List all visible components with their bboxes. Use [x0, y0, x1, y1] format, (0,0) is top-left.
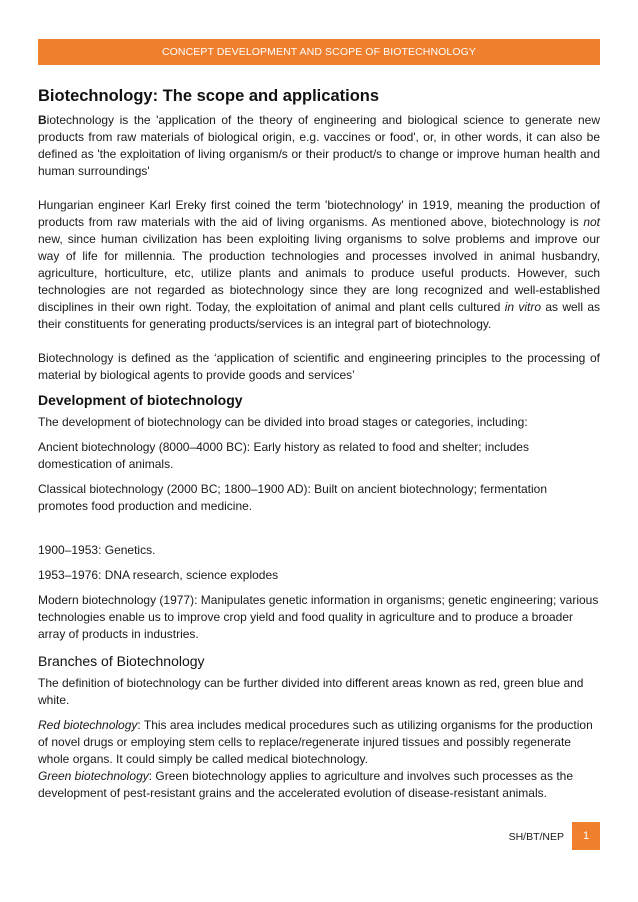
development-genetics: 1900–1953: Genetics. [38, 543, 156, 557]
branch-green-text: : Green biotechnology applies to agriculture and involves such processes as the development of pest-resistant grains and the accelerated evolution of disease-resistant animals. [38, 769, 573, 800]
branch-red [38, 717, 600, 768]
development-intro: The development of biotechnology can be divided into broad stages or categories, including: [38, 415, 528, 429]
branch-green-label: Green biotechnology [38, 769, 149, 783]
development-classical: Classical biotechnology (2000 BC; 1800–1900 AD): Built on ancient biotechnology; fermentation promotes food production and medicine. [38, 482, 547, 513]
history-part2: new, since human civilization has been exploiting living organisms to solve problems and improve our way of life for millennia. The production technologies and processes involved in animal husbandry, agriculture, horticulture, etc, utilize plants and animals to produce useful products. However, such technologies are not regarded as biotechnology since they are long recognized and well-established disciplines in their own right. Today, the exploitation of animal and plant cells cultured [38, 232, 600, 314]
branches-intro: The definition of biotechnology can be further divided into different areas known as red, green blue and white. [38, 676, 584, 707]
history-emphasis-not: not [583, 215, 600, 229]
definition-paragraph: Biotechnology is defined as the ‘application of scientific and engineering principles to the processing of material by biological agents to provide goods and services’ [38, 351, 600, 382]
drop-letter: B [38, 113, 47, 127]
development-heading: Development of biotechnology [38, 392, 243, 408]
intro-text: iotechnology is the 'application of the theory of engineering and biological science to generate new products from raw materials of biological origin, e.g. vaccines or food', or, in other words, it can also be defined as 'the exploitation of living organism/s or their product/s to change or improve human health and human surroundings' [38, 113, 600, 178]
document-body [38, 78, 600, 802]
page-title: Biotechnology: The scope and applications [38, 87, 380, 105]
history-part3: as well as their constituents for generating products/services is an integral part of biotechnology. [38, 300, 600, 331]
branches-heading: Branches of Biotechnology [38, 653, 205, 669]
development-modern: Modern biotechnology (1977): Manipulates genetic information in organisms; genetic engineering; various technologies enable us to improve crop yield and food quality in agriculture and to produce a broader array of products in industries. [38, 593, 599, 641]
intro-paragraph [38, 112, 600, 180]
footer-document-code: SH/BT/NEP [508, 831, 564, 843]
header-banner [38, 39, 600, 65]
development-dna: 1953–1976: DNA research, science explodes [38, 568, 279, 582]
development-ancient: Ancient biotechnology (8000–4000 BC): Early history as related to food and shelter; includes domestication of animals. [38, 440, 529, 471]
branch-red-label: Red biotechnology [38, 718, 138, 732]
branch-red-text: : This area includes medical procedures such as utilizing organisms for the production of novel drugs or employing stem cells to replace/regenerate injured tissues and possibly regenerate whole organs. It could simply be called medical biotechnology. [38, 718, 593, 766]
history-emphasis-in-vitro: in vitro [504, 300, 542, 314]
header-banner-text: CONCEPT DEVELOPMENT AND SCOPE OF BIOTECHNOLOGY [161, 46, 477, 58]
branch-green [38, 768, 600, 802]
history-part1: Hungarian engineer Karl Ereky first coined the term 'biotechnology' in 1919, meaning the production of products from raw materials with the aid of living organisms. As mentioned above, biotechnology is [38, 198, 600, 229]
history-paragraph [38, 197, 600, 333]
page-number-badge [572, 822, 600, 850]
page-number: 1 [582, 830, 590, 842]
